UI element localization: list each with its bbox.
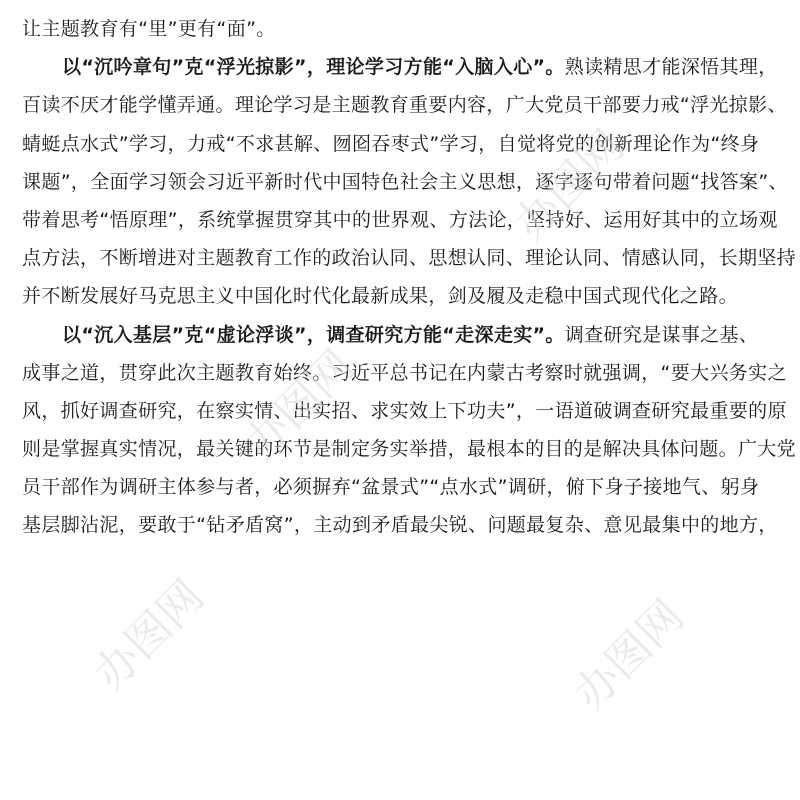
- text-line-14: [22, 506, 776, 544]
- line-text: 点方法，不断增进对主题教育工作的政治认同、思想认同、理论认同、情感认同，长期坚持: [22, 247, 797, 270]
- paragraph-lead-sentence: 以“沉入基层”克“虚论浮谈”，调查研究方能“走深走实”。: [62, 323, 565, 346]
- text-line-13: [22, 468, 776, 506]
- line-text: 让主题教育有“里”更有“面”。: [22, 18, 276, 40]
- text-line-6: [22, 201, 776, 239]
- line-text: 并不断发展好马克思主义中国化时代化最新成果，剑及履及走稳中国式现代化之路。: [22, 285, 738, 308]
- text-line-4: [22, 125, 776, 163]
- text-line-10: [22, 354, 787, 392]
- text-line-2: [22, 48, 776, 86]
- line-text: 风，抓好调查研究，在察实情、出实招、求实效上下功夫”，一语道破调查研究最重要的原: [22, 399, 787, 422]
- watermark: 办图网: [564, 590, 694, 720]
- line-text: 熟读精思才能深悟其理，: [564, 56, 778, 79]
- line-text: 基层脚沾泥，要敢于“钻矛盾窝”，主动到矛盾最尖锐、问题最复杂、意见最集中的地方，: [22, 514, 778, 537]
- text-line-7: [22, 239, 797, 277]
- paragraph-lead-sentence: 以“沉吟章句”克“浮光掠影”，理论学习方能“入脑入心”。: [62, 56, 565, 79]
- watermark: 办图网: [234, 340, 364, 470]
- line-text: 员干部作为调研主体参与者，必须摒弃“盆景式”“点水式”调研，俯下身子接地气、躬身: [22, 476, 760, 499]
- text-line-5: [22, 163, 788, 201]
- line-text: 成事之道，贯穿此次主题教育始终。习近平总书记在内蒙古考察时就强调，“要大兴务实之: [22, 361, 787, 384]
- line-text: 课题”，全面学习领会习近平新时代中国特色社会主义思想，逐字逐句带着问题“找答案”、: [22, 170, 788, 193]
- text-line-3: [22, 86, 787, 124]
- line-text: 调查研究是谋事之基、: [564, 323, 759, 346]
- line-text: 百读不厌才能学懂弄通。理论学习是主题教育重要内容，广大党员干部要力戒“浮光掠影、: [22, 94, 787, 117]
- line-text: 蜻蜓点水式”学习，力戒“不求甚解、囫囵吞枣式”学习，自觉将党的创新理论作为“终身: [22, 132, 760, 155]
- text-line-8: [22, 277, 776, 315]
- text-line-11: [22, 392, 787, 430]
- watermark: 办图网: [504, 120, 634, 250]
- line-text: 则是掌握真实情况，最关键的环节是制定务实举措，最根本的目的是解决具体问题。广大党: [22, 438, 797, 461]
- text-line-1: [22, 10, 776, 48]
- text-line-12: [22, 430, 797, 468]
- text-line-9: [22, 316, 776, 354]
- line-text: 带着思考“悟原理”，系统掌握贯穿其中的世界观、方法论，坚持好、运用好其中的立场观: [22, 208, 778, 231]
- watermark: 办图网: [84, 570, 214, 700]
